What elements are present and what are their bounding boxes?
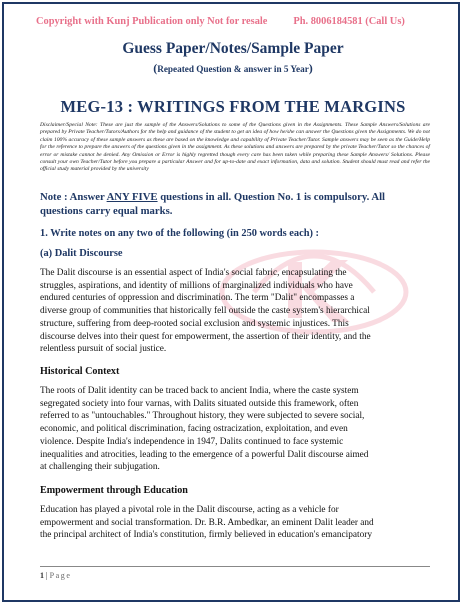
copyright-text: Copyright with Kunj Publication only Not for resale bbox=[36, 16, 268, 27]
page-number: 1 bbox=[40, 571, 44, 580]
paragraph-line: diverse group of communities that historically fell outside the caste system's hierarchical bbox=[40, 306, 370, 317]
publisher-phone: Ph. 8006184581 (Call Us) bbox=[293, 16, 405, 27]
paragraph-line: violence. Despite India's independence in 1947, Dalits continued to face systemic bbox=[40, 436, 344, 447]
paragraph-line: referred to as "untouchables." Throughout history, they were subjected to severe social, bbox=[40, 411, 365, 422]
paragraph-line: Education has played a pivotal role in the Dalit discourse, acting as a vehicle for bbox=[40, 505, 339, 515]
course-title: MEG-13 : WRITINGS FROM THE MARGINS bbox=[60, 97, 406, 116]
paragraph-line: The roots of Dalit identity can be traced back to ancient India, where the caste system bbox=[40, 386, 359, 396]
paragraph-line: at challenging their subjugation. bbox=[40, 462, 160, 473]
exam-instructions bbox=[40, 191, 430, 218]
paragraph-historical-context bbox=[40, 385, 432, 474]
subtitle-close-paren: ) bbox=[308, 61, 313, 75]
heading-historical-context: Historical Context bbox=[40, 366, 120, 377]
note-prefix: Note : Answer bbox=[40, 191, 107, 203]
note-suffix: questions in all. Question No. 1 is compulsory. All questions carry equal marks. bbox=[40, 191, 386, 217]
page-footer bbox=[40, 571, 72, 580]
paragraph-line: relentless pursuit of social justice. bbox=[40, 344, 167, 355]
note-emphasis: ANY FIVE bbox=[106, 191, 158, 203]
question-1: 1. Write notes on any two of the following (in 250 words each) : bbox=[40, 228, 319, 239]
subtitle-text: Repeated Question & answer in 5 Year bbox=[157, 64, 309, 74]
paragraph-line: economic, and political discrimination, facing ostracization, exploitation, and even bbox=[40, 424, 348, 435]
paragraph-line: the principal architect of India's constitution, firmly believed in education's emancipatory bbox=[40, 530, 372, 541]
paragraph-empowerment-education bbox=[40, 504, 432, 542]
paragraph-line: structure, suffering from deep-rooted social exclusion and systemic injustices. This bbox=[40, 318, 349, 329]
heading-empowerment-education: Empowerment through Education bbox=[40, 485, 188, 496]
paragraph-line: endured centuries of oppression and discrimination. The term "Dalit" encompasses a bbox=[40, 293, 355, 304]
subtitle-open-paren: ( bbox=[153, 61, 158, 75]
subquestion-a-heading: (a) Dalit Discourse bbox=[40, 248, 123, 259]
paragraph-line: empowerment and social transformation. Dr. B.R. Ambedkar, an eminent Dalit leader and bbox=[40, 517, 374, 528]
paragraph-line: segregated society into four varnas, with Dalits situated outside this framework, often bbox=[40, 398, 359, 409]
paragraph-line: struggles, aspirations, and identity of millions of marginalized individuals who have bbox=[40, 280, 353, 291]
disclaimer-note: Disclaimer/Special Note: These are just the sample of the Answers/Solutions to some of the Questions given in the Assignments. These Sample Answers/Solutions are prepared by Private Teacher/Tutors/Authors for the help and guidance of the student to get an idea of how he/she can answer the Questions given the Assignments. We do not claim 100% accuracy of these sample answers as these are based on the knowledge and capability of Private Teacher/Tutor. Sample answers may be seen as the Guide/Help for the reference to prepare the answers of the questions given in the assignment. As these solutions and answers are prepared by the private Teacher/Tutor so the chances of error or mistake cannot be denied. Any Omission or Error is highly regretted though every care has been taken while preparing these Sample Answers/ Solutions. Please consult your own Teacher/Tutor before you prepare a particular Answer and for up-to-date and exact information, data and solution. Student should must read and refer the official study material provided by the university bbox=[40, 122, 430, 173]
paragraph-line: inequalities and atrocities, leading to the emergence of a powerful Dalit discourse aimed bbox=[40, 449, 369, 460]
page-word: Page bbox=[49, 571, 72, 580]
paragraph-line: discourse delves into their quest for empowerment, the assertion of their identity, and the bbox=[40, 331, 371, 342]
paragraph-line: The Dalit discourse is an essential aspect of India's social fabric, encapsulating the bbox=[40, 268, 347, 278]
footer-divider bbox=[40, 566, 430, 567]
document-title: Guess Paper/Notes/Sample Paper bbox=[122, 40, 344, 57]
copyright-header bbox=[36, 16, 456, 27]
footer-separator: | bbox=[44, 571, 50, 580]
document-subtitle bbox=[0, 61, 466, 76]
paragraph-dalit-discourse bbox=[40, 267, 432, 356]
